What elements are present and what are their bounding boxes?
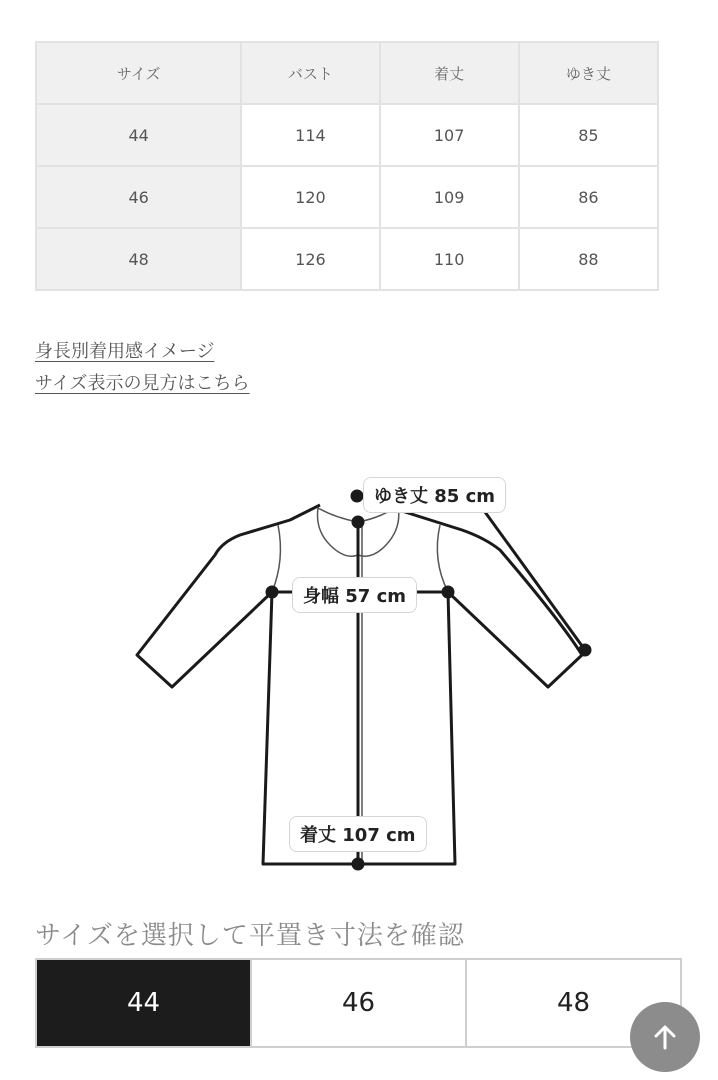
table-header-row	[36, 42, 658, 104]
total-length-label: 着丈 107 cm	[289, 816, 427, 852]
cell-sleeve: 85	[519, 104, 658, 166]
header-sleeve: ゆき丈	[519, 42, 658, 104]
cell-size: 48	[36, 228, 241, 290]
sleeve-length-label: ゆき丈 85 cm	[363, 477, 506, 513]
cell-bust: 120	[241, 166, 379, 228]
header-bust: バスト	[241, 42, 379, 104]
size-option-46[interactable]: 46	[252, 960, 467, 1046]
header-size: サイズ	[36, 42, 241, 104]
table-row	[36, 166, 658, 228]
arrow-up-icon	[650, 1022, 680, 1052]
cell-bust: 114	[241, 104, 379, 166]
cell-length: 110	[380, 228, 519, 290]
header-length: 着丈	[380, 42, 519, 104]
cell-sleeve: 88	[519, 228, 658, 290]
cell-length: 109	[380, 166, 519, 228]
cell-bust: 126	[241, 228, 379, 290]
scroll-to-top-button[interactable]	[630, 1002, 700, 1072]
table-row	[36, 228, 658, 290]
size-option-48[interactable]: 48	[467, 960, 680, 1046]
size-selector	[35, 958, 682, 1048]
table-row	[36, 104, 658, 166]
body-width-label: 身幅 57 cm	[292, 577, 417, 613]
cell-sleeve: 86	[519, 166, 658, 228]
cell-size: 46	[36, 166, 241, 228]
cell-length: 107	[380, 104, 519, 166]
size-guide-link[interactable]: サイズ表示の見方はこちら	[35, 373, 250, 394]
info-links	[35, 336, 250, 400]
size-option-44[interactable]: 44	[37, 960, 252, 1046]
fit-image-link[interactable]: 身長別着用感イメージ	[35, 341, 215, 362]
size-select-title: サイズを選択して平置き寸法を確認	[35, 921, 465, 951]
size-table	[35, 41, 659, 291]
cell-size: 44	[36, 104, 241, 166]
garment-diagram	[0, 460, 718, 880]
